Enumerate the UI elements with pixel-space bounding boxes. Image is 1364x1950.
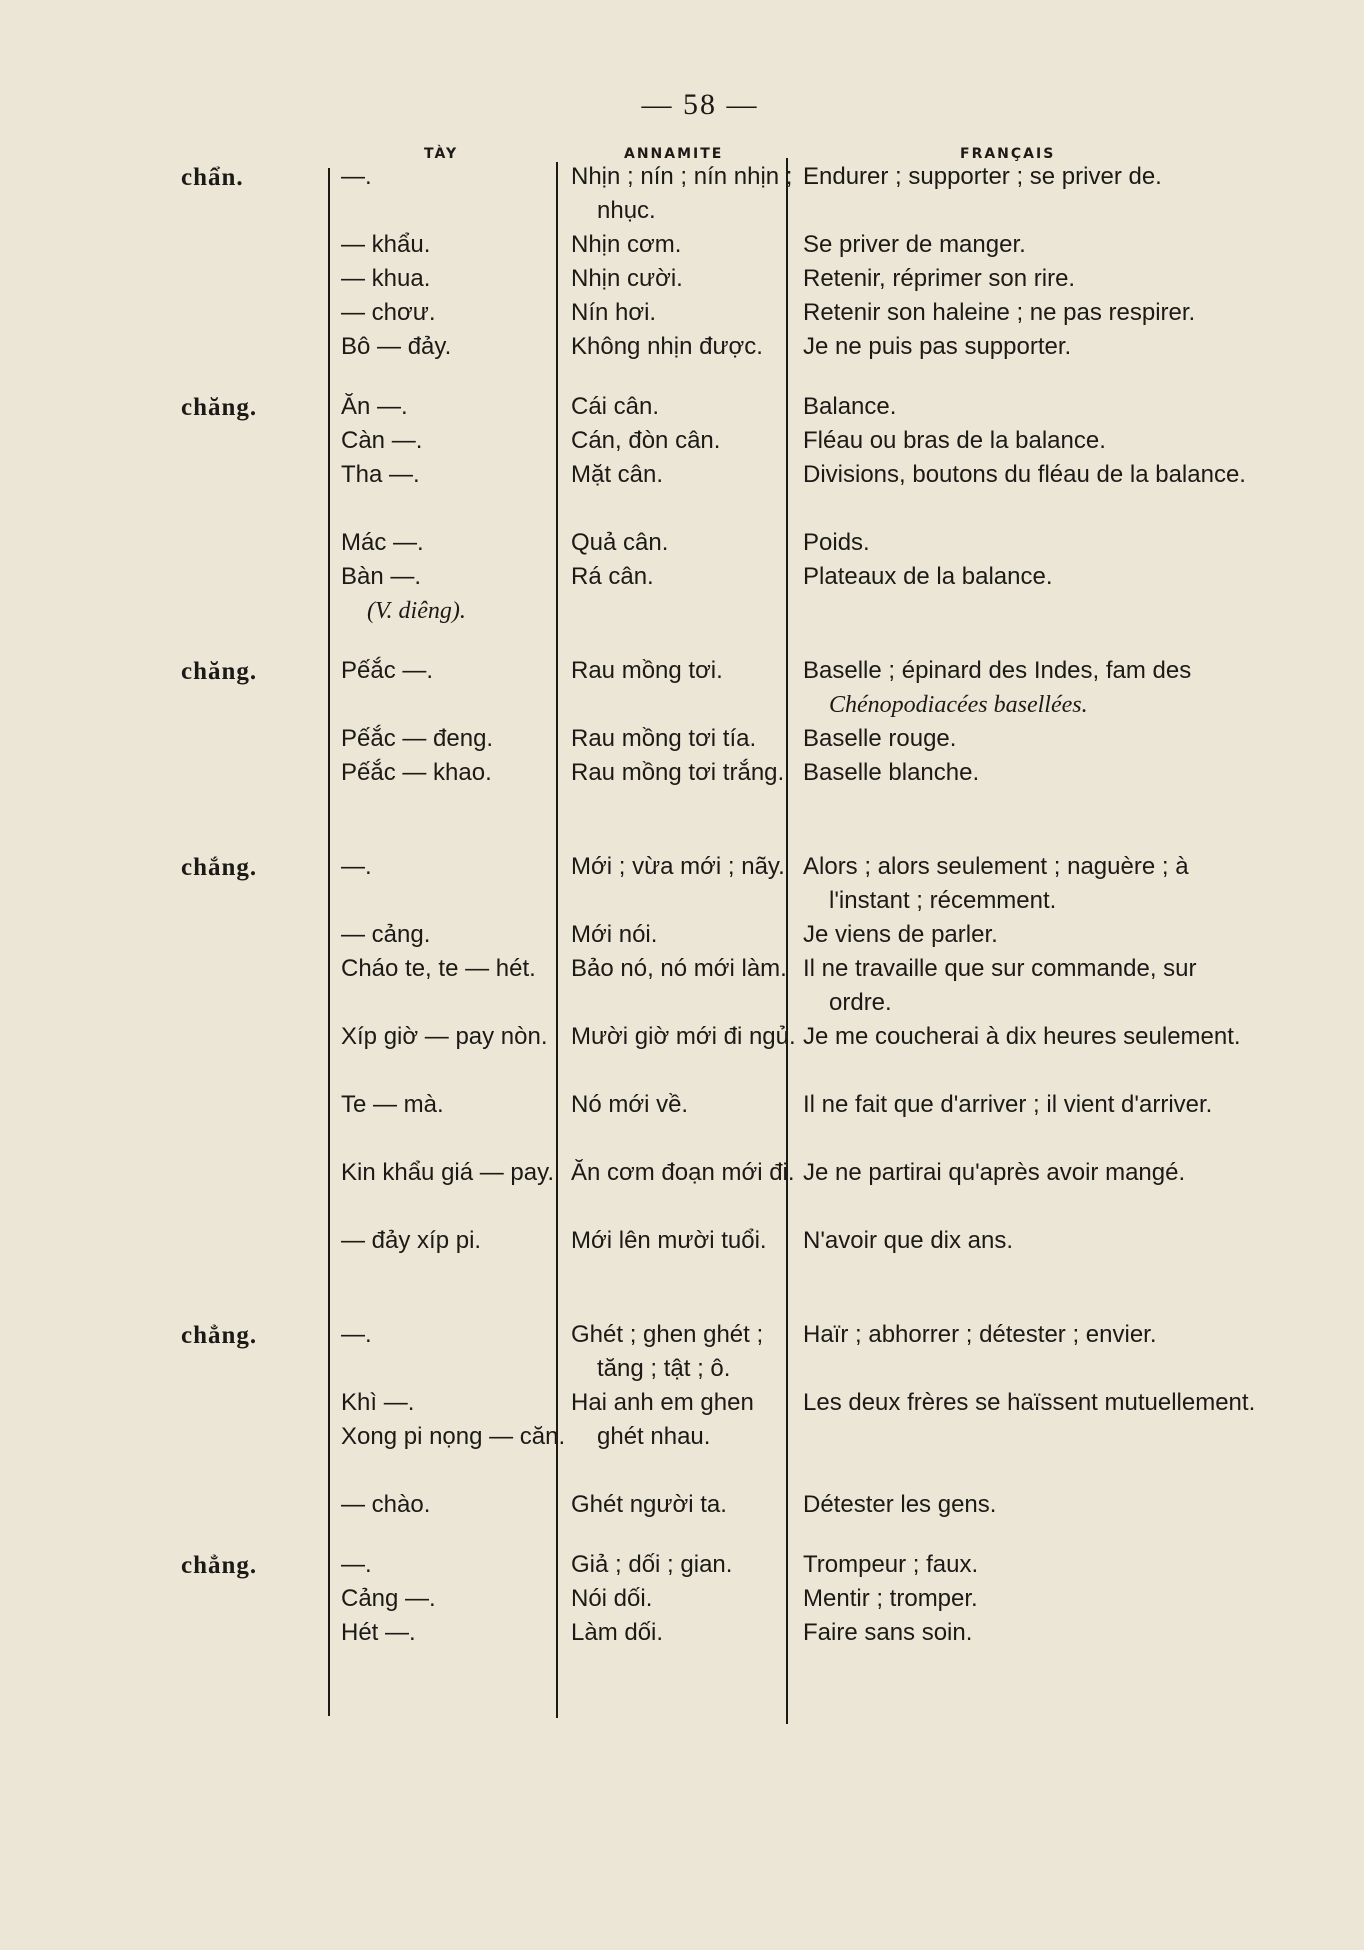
annamite-term: Làm dối.: [571, 1619, 664, 1646]
french-definition: Il ne travaille que sur commande, sur ordre.: [803, 955, 1197, 1016]
annamite-term: Ăn cơm đoạn mới đi.: [571, 1159, 795, 1186]
annamite-term: Nhịn cơm.: [571, 231, 682, 258]
tay-term: — khẩu.: [341, 231, 431, 258]
tay-term: —.: [341, 1321, 372, 1348]
dictionary-entry: [0, 390, 1364, 628]
header-tay: TÀY: [424, 146, 459, 162]
annamite-term: Rau mồng tơi trắng.: [571, 759, 785, 786]
annamite-term: Mười giờ mới đi ngủ.: [571, 1023, 796, 1050]
french-definition: Baselle ; épinard des Indes, fam des Chénopodiacées basellées.: [803, 657, 1192, 718]
dictionary-entry: [0, 1548, 1364, 1650]
annamite-term: Nhịn cười.: [571, 265, 683, 292]
page-number: — 58 —: [641, 88, 759, 121]
headword: chắng.: [181, 854, 258, 881]
entry-row: [0, 1548, 1364, 1582]
headword: chăng.: [181, 394, 258, 421]
entry-row: [0, 228, 1364, 262]
tay-term: Cảng —.: [341, 1585, 436, 1612]
dictionary-entry: [0, 654, 1364, 824]
annamite-term: Cái cân.: [571, 393, 660, 420]
dictionary-entry: [0, 160, 1364, 364]
tay-term: —.: [341, 1551, 372, 1578]
tay-term: Pếắc — đeng.: [341, 725, 494, 752]
french-definition: Baselle rouge.: [803, 725, 957, 752]
entry-row: [0, 560, 1364, 594]
entry-row: [0, 654, 1364, 722]
annamite-term: Quả cân.: [571, 529, 669, 556]
french-definition: Alors ; alors seulement ; naguère ; à l'instant ; récemment.: [803, 853, 1189, 914]
entry-row: [0, 458, 1364, 526]
entry-row: [0, 722, 1364, 756]
annamite-term: Rau mồng tơi tía.: [571, 725, 757, 752]
header-francais: FRANÇAIS: [960, 146, 1056, 162]
french-definition-italic: Chénopodiacées basellées.: [829, 692, 1088, 718]
tay-term: —.: [341, 163, 372, 190]
entry-row: [0, 1156, 1364, 1224]
headword: chẳng.: [181, 1552, 258, 1579]
tay-term: Tha —.: [341, 461, 420, 488]
tay-term: Bô — đảy.: [341, 333, 452, 360]
tay-term: Hét —.: [341, 1619, 416, 1646]
tay-term: — cảng.: [341, 921, 431, 948]
entry-row: [0, 424, 1364, 458]
entry-row: [0, 1318, 1364, 1386]
french-definition: Baselle blanche.: [803, 759, 980, 786]
entry-row: [0, 756, 1364, 824]
french-definition: Retenir son haleine ; ne pas respirer.: [803, 299, 1196, 326]
entry-row: [0, 1088, 1364, 1156]
annamite-term: Hai anh em ghen ghét nhau.: [571, 1389, 754, 1450]
tay-term: Pếắc —.: [341, 657, 434, 684]
annamite-term: Nín hơi.: [571, 299, 657, 326]
annamite-term: Không nhịn được.: [571, 333, 763, 360]
french-definition: Fléau ou bras de la balance.: [803, 427, 1106, 454]
french-definition: Détester les gens.: [803, 1491, 997, 1518]
french-definition: Les deux frères se haïssent mutuellement.: [803, 1389, 1256, 1416]
annamite-term: Mới nói.: [571, 921, 658, 948]
entry-row: [0, 330, 1364, 364]
entry-row: [0, 850, 1364, 918]
entry-row: [0, 1224, 1364, 1292]
entry-row: [0, 1616, 1364, 1650]
annamite-term: Ghét ; ghen ghét ; tăng ; tật ; ô.: [571, 1321, 764, 1382]
tay-term: (V. diêng).: [367, 598, 466, 624]
dictionary-entry: [0, 1318, 1364, 1522]
headword: chăng.: [181, 658, 258, 685]
french-definition: Divisions, boutons du fléau de la balance.: [803, 461, 1246, 488]
tay-term: — chơư.: [341, 299, 436, 326]
tay-term: Kin khẩu giá — pay.: [341, 1159, 555, 1186]
entry-row: [0, 160, 1364, 228]
headword: chẩn.: [181, 164, 244, 191]
annamite-term: Mặt cân.: [571, 461, 664, 488]
entry-row: [0, 262, 1364, 296]
annamite-term: Nó mới về.: [571, 1091, 689, 1118]
entry-row: [0, 296, 1364, 330]
annamite-term: Giả ; dối ; gian.: [571, 1551, 733, 1578]
tay-term: Pếắc — khao.: [341, 759, 492, 786]
entry-row: [0, 526, 1364, 560]
tay-term: Khì —.: [341, 1389, 415, 1416]
tay-term: Te — mà.: [341, 1091, 444, 1118]
french-definition: Faire sans soin.: [803, 1619, 973, 1646]
annamite-term: Nói dối.: [571, 1585, 653, 1612]
french-definition: Je ne partirai qu'après avoir mangé.: [803, 1159, 1186, 1186]
tay-term: —.: [341, 853, 372, 880]
entry-row: [0, 1582, 1364, 1616]
tay-term: Bàn —.: [341, 563, 422, 590]
annamite-term: Rau mồng tơi.: [571, 657, 723, 684]
french-definition: Je viens de parler.: [803, 921, 998, 948]
french-definition: Mentir ; tromper.: [803, 1585, 978, 1612]
french-definition: Je ne puis pas supporter.: [803, 333, 1072, 360]
annamite-term: Mới ; vừa mới ; nãy.: [571, 853, 785, 880]
annamite-term: Ghét người ta.: [571, 1491, 727, 1518]
annamite-term: Nhịn ; nín ; nín nhịn ; nhục.: [571, 163, 793, 224]
dictionary-entry: [0, 850, 1364, 1292]
tay-term: Cháo te, te — hét.: [341, 955, 536, 982]
header-annamite: ANNAMITE: [624, 146, 724, 162]
french-definition: Endurer ; supporter ; se priver de.: [803, 163, 1162, 190]
dictionary-entries: [0, 160, 1364, 1676]
french-definition: Balance.: [803, 393, 897, 420]
french-definition: Poids.: [803, 529, 870, 556]
entry-row: [0, 390, 1364, 424]
annamite-term: Rá cân.: [571, 563, 654, 590]
french-definition: Trompeur ; faux.: [803, 1551, 979, 1578]
french-definition: Je me coucherai à dix heures seulement.: [803, 1023, 1241, 1050]
entry-row: [0, 952, 1364, 1020]
french-definition: Haïr ; abhorrer ; détester ; envier.: [803, 1321, 1157, 1348]
entry-row: [0, 594, 1364, 628]
french-definition: Se priver de manger.: [803, 231, 1026, 258]
french-definition: Il ne fait que d'arriver ; il vient d'arriver.: [803, 1091, 1213, 1118]
tay-term: Mác —.: [341, 529, 424, 556]
entry-row: [0, 1020, 1364, 1088]
annamite-term: Mới lên mười tuổi.: [571, 1227, 767, 1254]
french-definition: Retenir, réprimer son rire.: [803, 265, 1076, 292]
entry-row: [0, 918, 1364, 952]
tay-term: Ăn —.: [341, 393, 408, 420]
annamite-term: Bảo nó, nó mới làm.: [571, 955, 787, 982]
entry-row: [0, 1488, 1364, 1522]
french-definition: N'avoir que dix ans.: [803, 1227, 1014, 1254]
tay-term: Xíp giờ — pay nòn.: [341, 1023, 548, 1050]
tay-term: — chào.: [341, 1491, 431, 1518]
headword: chẳng.: [181, 1322, 258, 1349]
entry-row: [0, 1386, 1364, 1488]
tay-term: Xong pi nọng — căn.: [341, 1423, 566, 1450]
french-definition: Plateaux de la balance.: [803, 563, 1053, 590]
tay-term: — khua.: [341, 265, 431, 292]
tay-term: Càn —.: [341, 427, 423, 454]
tay-term: — đảy xíp pi.: [341, 1227, 482, 1254]
annamite-term: Cán, đòn cân.: [571, 427, 721, 454]
